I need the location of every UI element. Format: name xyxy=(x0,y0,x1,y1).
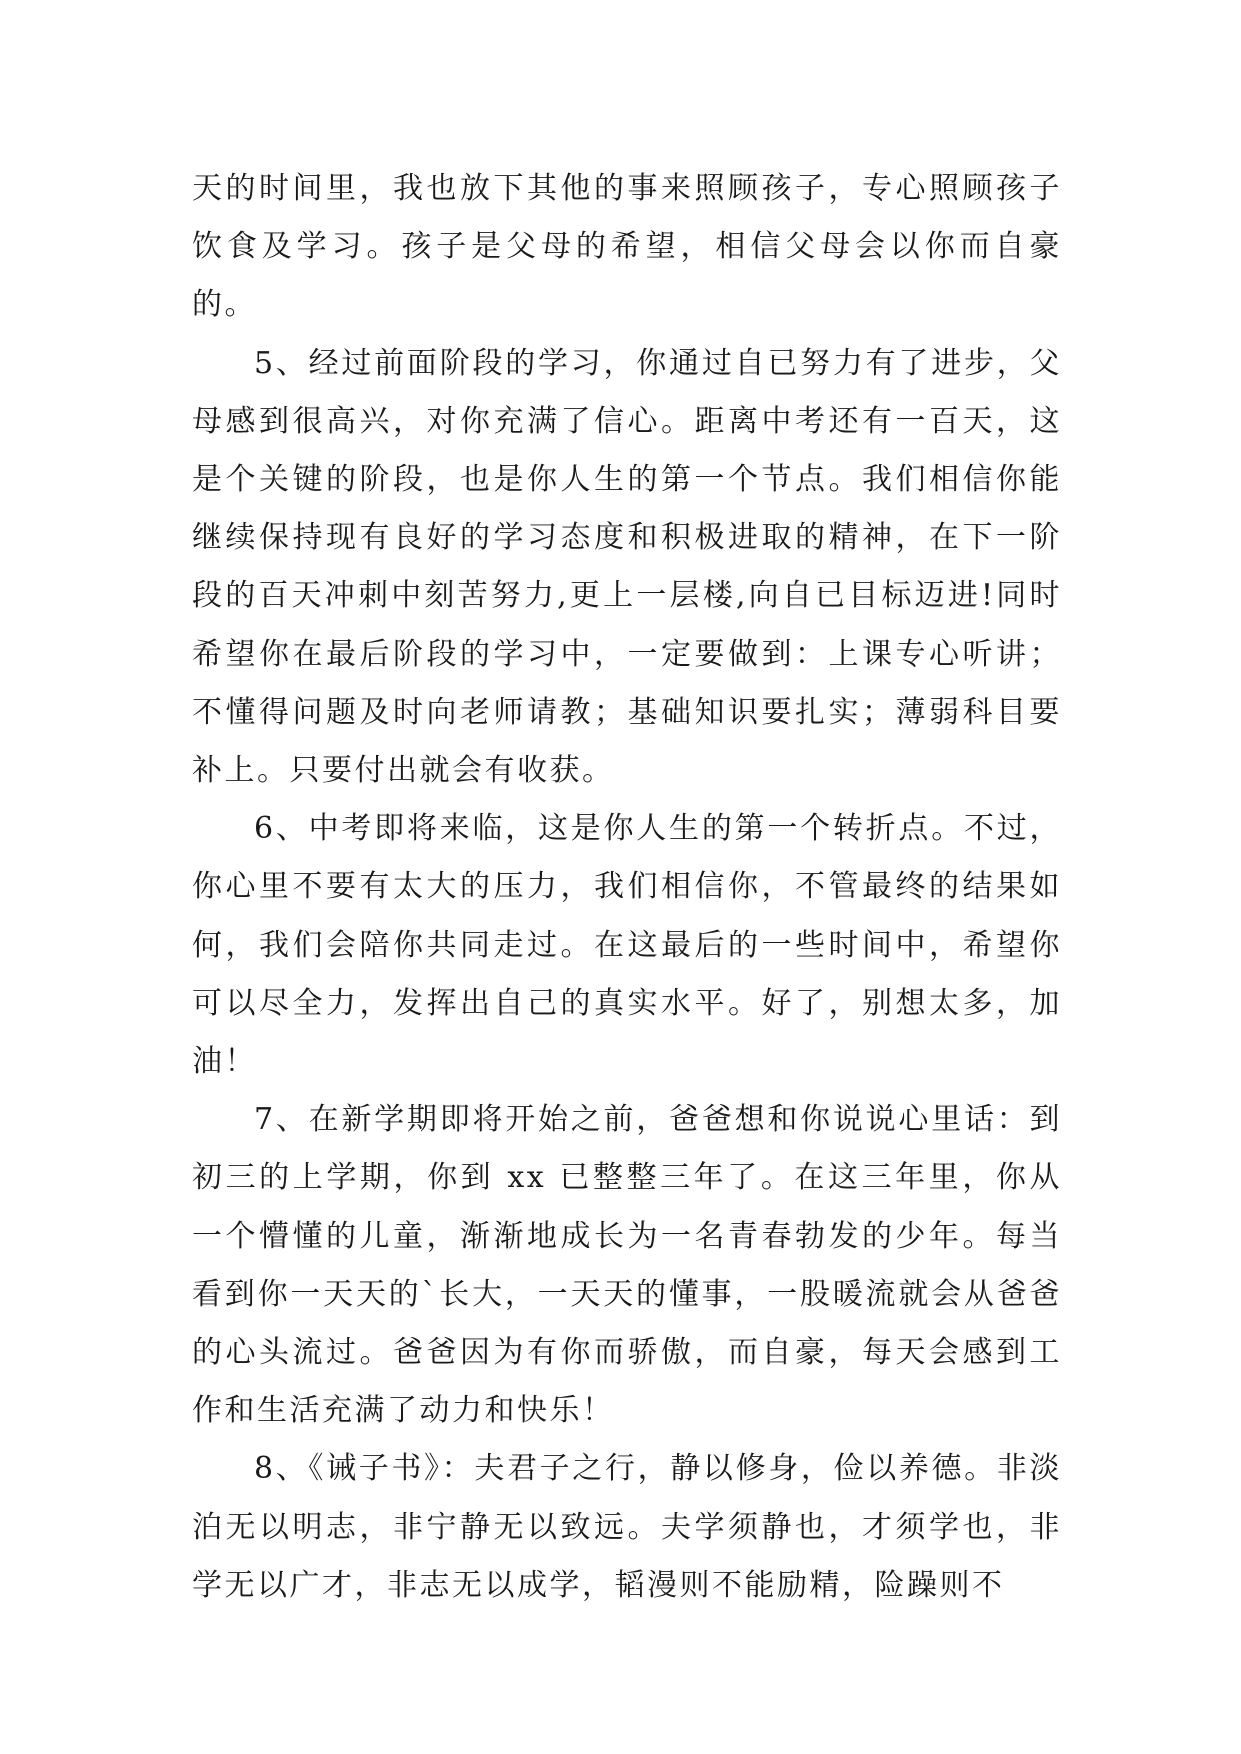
document-body xyxy=(192,160,1062,1615)
paragraph-item-6: 6、中考即将来临，这是你人生的第一个转折点。不过，你心里不要有太大的压力，我们相信你，不管最终的结果如何，我们会陪你共同走过。在这最后的一些时间中，希望你可以尽全力，发挥出自己的真实水平。好了，别想太多，加油！ xyxy=(192,811,1062,1080)
paragraph-item-7: 7、在新学期即将开始之前，爸爸想和你说说心里话：到初三的上学期，你到 xx 已整整三年了。在这三年里，你从一个懵懂的儿童，渐渐地成长为一名青春勃发的少年。每当看到你一天天的`长大，一天天的懂事，一股暖流就会从爸爸的心头流过。爸爸因为有你而骄傲，而自豪，每天会感到工作和生活充满了动力和快乐！ xyxy=(192,1102,1062,1429)
paragraph-item-5: 5、经过前面阶段的学习，你通过自已努力有了进步，父母感到很高兴，对你充满了信心。距离中考还有一百天，这是个关键的阶段，也是你人生的第一个节点。我们相信你能继续保持现有良好的学习态度和积极进取的精神，在下一阶段的百天冲刺中刻苦努力,更上一层楼,向自已目标迈进!同时希望你在最后阶段的学习中，一定要做到：上课专心听讲；不懂得问题及时向老师请教；基础知识要扎实；薄弱科目要补上。只要付出就会有收获。 xyxy=(192,345,1062,789)
paragraph-item-8: 8、《诫子书》：夫君子之行，静以修身，俭以养德。非淡泊无以明志，非宁静无以致远。夫学须静也，才须学也，非学无以广才，非志无以成学，韬漫则不能励精，险躁则不 xyxy=(192,1451,1062,1603)
paragraph-continuation: 天的时间里，我也放下其他的事来照顾孩子，专心照顾孩子饮食及学习。孩子是父母的希望，相信父母会以你而自豪的。 xyxy=(192,171,1062,323)
